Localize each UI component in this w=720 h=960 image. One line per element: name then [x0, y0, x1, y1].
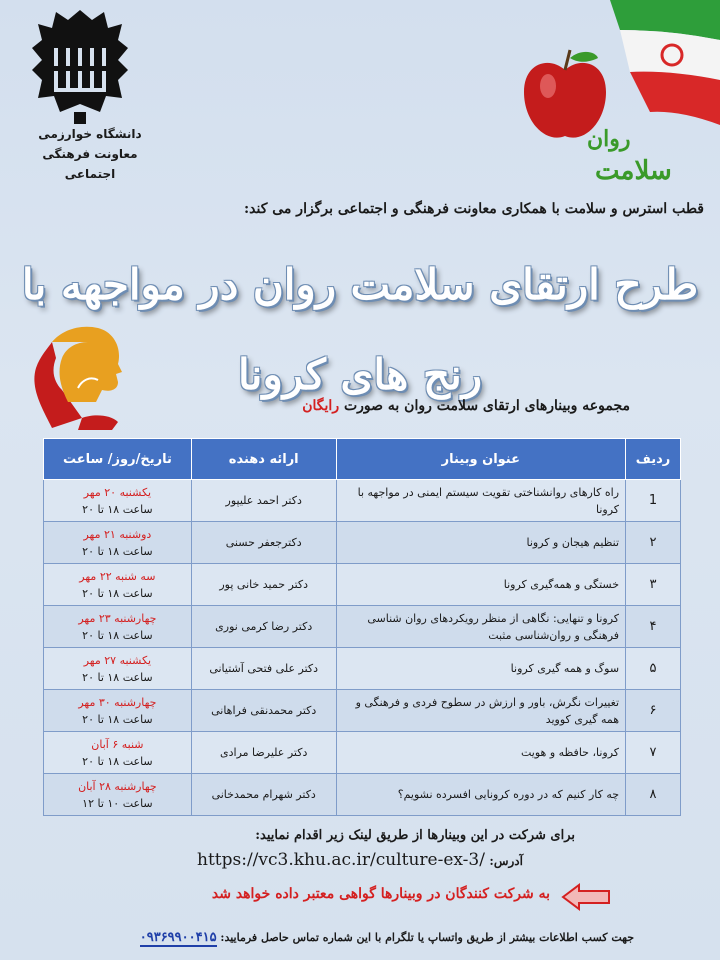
- row-date: سه شنبه ۲۲ مهر: [79, 569, 156, 583]
- row-num: ۳: [626, 564, 681, 606]
- row-title: تغییرات نگرش، باور و ارزش در سطوح فردی و فرهنگی و همه گیری کووید: [336, 690, 625, 732]
- row-presenter: دکتر احمد علیپور: [191, 480, 336, 522]
- contact-line: [14, 930, 634, 945]
- header-date: تاریخ/روز/ ساعت: [44, 439, 192, 480]
- subtitle: [130, 398, 630, 414]
- row-presenter: دکتر شهرام محمدخانی: [191, 774, 336, 816]
- row-date: شنبه ۶ آبان: [91, 737, 144, 751]
- row-time: ساعت ۱۸ تا ۲۰: [82, 586, 153, 600]
- row-time: ساعت ۱۸ تا ۲۰: [82, 754, 153, 768]
- row-title: چه کار کنیم که در دوره کرونایی افسرده نشویم؟: [336, 774, 625, 816]
- webinar-link[interactable]: https://vc3.khu.ac.ir/culture-ex-3/: [197, 850, 485, 870]
- row-date-cell: [44, 690, 192, 732]
- row-date-cell: [44, 564, 192, 606]
- row-presenter: دکتر علیرضا مرادی: [191, 732, 336, 774]
- row-time: ساعت ۱۰ تا ۱۲: [82, 796, 153, 810]
- row-time: ساعت ۱۸ تا ۲۰: [82, 544, 153, 558]
- row-date-cell: [44, 648, 192, 690]
- row-presenter: دکتر رضا کرمی نوری: [191, 606, 336, 648]
- row-num: 1: [626, 480, 681, 522]
- row-date-cell: [44, 480, 192, 522]
- row-presenter: دکتر علی فتحی آشتیانی: [191, 648, 336, 690]
- row-date: چهارشنبه ۲۸ آبان: [78, 779, 157, 793]
- table-row: [44, 606, 681, 648]
- row-time: ساعت ۱۸ تا ۲۰: [82, 712, 153, 726]
- row-date: چهارشنبه ۳۰ مهر: [78, 695, 157, 709]
- badge-text-top: روان: [587, 126, 631, 152]
- row-num: ۴: [626, 606, 681, 648]
- row-title: کرونا، حافظه و هویت: [336, 732, 625, 774]
- table-row: [44, 480, 681, 522]
- row-title: راه کارهای روانشناختی تقویت سیستم ایمنی در مواجهه با کرونا: [336, 480, 625, 522]
- row-date-cell: [44, 606, 192, 648]
- ravan-salamat-badge: [555, 126, 695, 196]
- row-date: دوشنبه ۲۱ مهر: [83, 527, 152, 541]
- badge-text-bottom: سلامت: [595, 156, 672, 186]
- subtitle-free: رایگان: [302, 398, 340, 414]
- table-row: [44, 564, 681, 606]
- row-title: تنظیم هیجان و کرونا: [336, 522, 625, 564]
- table-row: [44, 522, 681, 564]
- intro-text: قطب استرس و سلامت با همکاری معاونت فرهنگی و اجتماعی برگزار می کند:: [243, 201, 704, 217]
- university-logo-icon: [30, 8, 130, 126]
- row-date-cell: [44, 732, 192, 774]
- arrow-left-icon: [561, 883, 611, 911]
- subtitle-text: مجموعه وبینارهای ارتقای سلامت روان به صورت: [343, 398, 630, 414]
- hands-head-icon: [22, 318, 132, 433]
- university-name: [20, 124, 160, 184]
- table-row: [44, 690, 681, 732]
- webinar-table: [43, 438, 681, 816]
- row-num: ۲: [626, 522, 681, 564]
- row-title: سوگ و همه گیری کرونا: [336, 648, 625, 690]
- university-name-line2: معاونت فرهنگی اجتماعی: [42, 147, 138, 181]
- row-num: ۸: [626, 774, 681, 816]
- row-num: ۷: [626, 732, 681, 774]
- row-presenter: دکتر حمید خانی پور: [191, 564, 336, 606]
- participate-text: برای شرکت در این وبینارها از طریق لینک زیر اقدام نمایید:: [255, 828, 575, 843]
- address-label: آدرس:: [489, 854, 523, 868]
- contact-text: جهت کسب اطلاعات بیشتر از طریق واتساپ یا تلگرام با این شماره تماس حاصل فرمایید:: [220, 931, 634, 944]
- row-title: خستگی و همه‌گیری کرونا: [336, 564, 625, 606]
- row-presenter: دکترجعفر حسنی: [191, 522, 336, 564]
- row-presenter: دکتر محمدنقی فراهانی: [191, 690, 336, 732]
- page-title: طرح ارتقای سلامت روان در مواجهه با رنج های کرونا: [21, 260, 699, 399]
- row-date-cell: [44, 522, 192, 564]
- row-date-cell: [44, 774, 192, 816]
- row-date: چهارشنبه ۲۳ مهر: [78, 611, 157, 625]
- contact-phone[interactable]: ۰۹۳۶۹۹۰۰۴۱۵: [139, 930, 217, 945]
- header-presenter: ارائه دهنده: [191, 439, 336, 480]
- row-num: ۵: [626, 648, 681, 690]
- table-row: [44, 732, 681, 774]
- row-time: ساعت ۱۸ تا ۲۰: [82, 628, 153, 642]
- address-line: [150, 850, 570, 870]
- row-title: کرونا و تنهایی: نگاهی از منظر رویکردهای روان شناسی فرهنگی و روان‌شناسی مثبت: [336, 606, 625, 648]
- row-date: یکشنبه ۲۰ مهر: [83, 485, 152, 499]
- header-num: ردیف: [626, 439, 681, 480]
- table-row: [44, 648, 681, 690]
- table-row: [44, 774, 681, 816]
- row-time: ساعت ۱۸ تا ۲۰: [82, 670, 153, 684]
- row-num: ۶: [626, 690, 681, 732]
- certificate-text: به شرکت کنندگان در وبینارها گواهی معتبر داده خواهد شد: [211, 886, 550, 902]
- university-name-line1: دانشگاه خوارزمی: [38, 127, 142, 141]
- row-time: ساعت ۱۸ تا ۲۰: [82, 502, 153, 516]
- row-date: یکشنبه ۲۷ مهر: [83, 653, 152, 667]
- header-title: عنوان وبینار: [336, 439, 625, 480]
